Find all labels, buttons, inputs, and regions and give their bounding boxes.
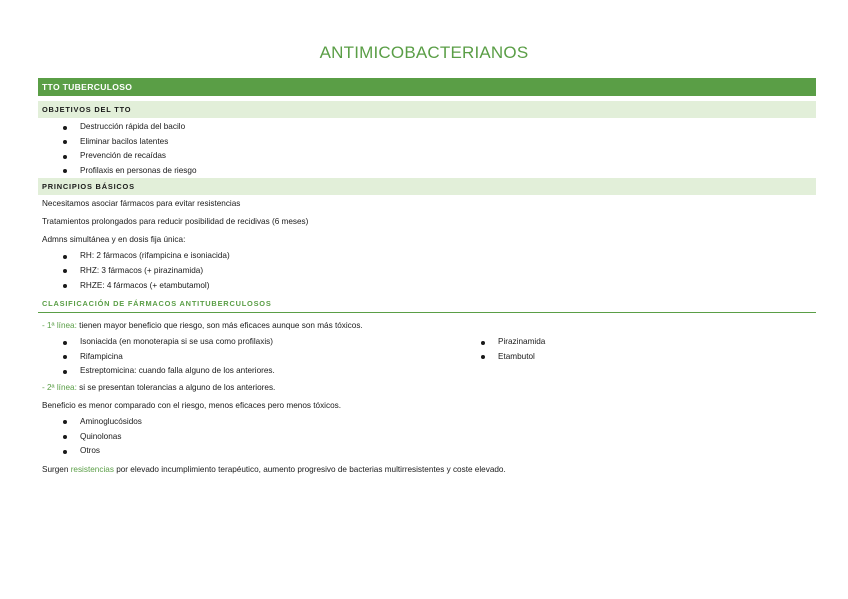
subsection-header-principios: PRINCIPIOS BÁSICOS	[38, 178, 816, 195]
resistencias-post: por elevado incumplimiento terapéutico, aumento progresivo de bacterias multirresistentes y coste elevado.	[113, 464, 506, 474]
paragraph: Beneficio es menor comparado con el riesgo, menos eficaces pero menos tóxicos.	[42, 400, 341, 410]
list-item: Rifampicina	[38, 350, 816, 365]
segunda-linea-text: si se presentan tolerancias a alguno de los anteriores.	[76, 382, 276, 392]
resistencias-pre: Surgen	[42, 464, 71, 474]
resistencias-highlight: resistencias	[70, 464, 114, 474]
section-header-tto: TTO TUBERCULOSO	[38, 78, 816, 96]
list-item: Otros	[38, 444, 816, 459]
list-item: Pirazinamida	[456, 335, 545, 350]
page-title: ANTIMICOBACTERIANOS	[319, 43, 529, 62]
paragraph-primera-linea	[38, 317, 816, 335]
document-content	[38, 78, 816, 479]
paragraph-resistencias	[38, 461, 816, 479]
list-item: Aminoglucósidos	[38, 415, 816, 430]
list-item: RH: 2 fármacos (rifampicina e isoniacida)	[38, 249, 816, 264]
paragraph-segunda-linea	[38, 379, 816, 397]
list-item: Estreptomicina: cuando falla alguno de los anteriores.	[38, 364, 816, 379]
list-item: RHZ: 3 fármacos (+ pirazinamida)	[38, 264, 816, 279]
objetivos-list	[38, 120, 816, 178]
primera-linea-right-list	[456, 335, 545, 364]
paragraph: Tratamientos prolongados para reducir posibilidad de recidivas (6 meses)	[42, 217, 309, 227]
list-item: Etambutol	[456, 350, 545, 365]
primera-linea-columns	[38, 335, 816, 379]
principios-list	[38, 249, 816, 293]
list-item: Profilaxis en personas de riesgo	[38, 164, 816, 179]
list-item: RHZE: 4 fármacos (+ etambutamol)	[38, 279, 816, 294]
list-item: Prevención de recaídas	[38, 149, 816, 164]
paragraph: Necesitamos asociar fármacos para evitar resistencias	[42, 199, 241, 209]
list-item: Eliminar bacilos latentes	[38, 135, 816, 150]
list-item: Isoniacida (en monoterapia si se usa como profilaxis)	[38, 335, 816, 350]
primera-linea-label: - 1ª línea:	[42, 321, 77, 331]
list-item: Destrucción rápida del bacilo	[38, 120, 816, 135]
subsection-header-objetivos: OBJETIVOS DEL TTO	[38, 101, 816, 118]
paragraph: Admns simultánea y en dosis fija única:	[42, 235, 186, 245]
segunda-linea-list	[38, 415, 816, 459]
segunda-linea-label: - 2ª línea:	[42, 382, 77, 392]
primera-linea-text: tienen mayor beneficio que riesgo, son más eficaces aunque son más tóxicos.	[76, 321, 363, 331]
subsection-header-clasificacion: CLASIFICACIÓN DE FÁRMACOS ANTITUBERCULOSOS	[38, 296, 816, 313]
list-item: Quinolonas	[38, 430, 816, 445]
primera-linea-left-list	[38, 335, 816, 379]
